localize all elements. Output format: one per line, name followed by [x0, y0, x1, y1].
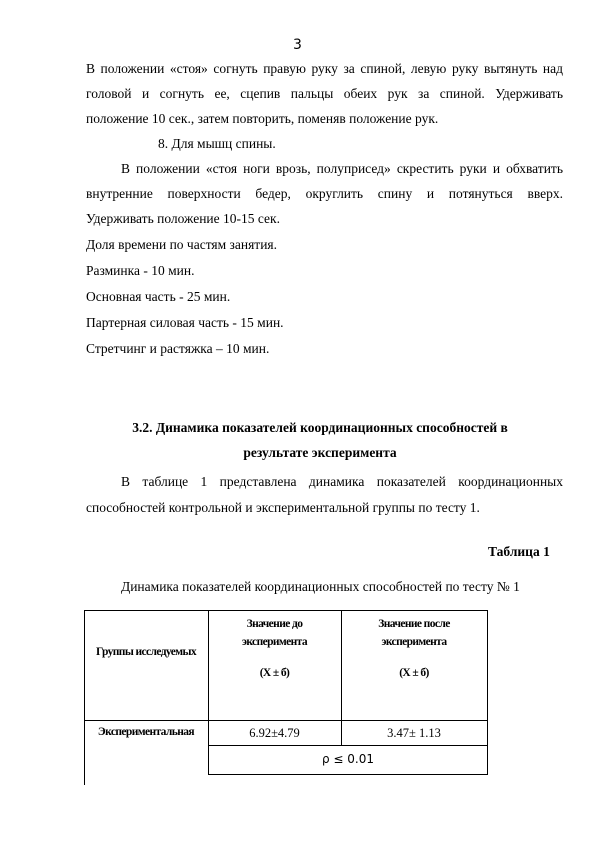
- table-border: [208, 774, 488, 775]
- table-border: [208, 745, 488, 746]
- table-header-before: Значение до: [246, 618, 303, 630]
- table-header-after-formula: (X ± б): [399, 667, 429, 679]
- table-p-value: ρ ≤ 0.01: [321, 752, 375, 766]
- table-caption: Динамика показателей координационных способностей по тесту № 1: [121, 579, 520, 594]
- table-label: Таблица 1: [488, 544, 550, 559]
- paragraph-line: Удерживать положение 10-15 сек.: [86, 211, 280, 226]
- paragraph-line: способностей контрольной и экспериментальной группы по тесту 1.: [86, 500, 480, 515]
- table-border: [84, 720, 488, 721]
- results-table: [84, 610, 488, 785]
- list-item-heading: 8. Для мышц спины.: [158, 136, 276, 151]
- paragraph-line: В положении «стоя» согнуть правую руку за спиной, левую руку вытянуть над: [86, 61, 563, 76]
- table-header-after: эксперимента: [381, 636, 447, 648]
- table-header-groups: Группы исследуемых: [95, 646, 196, 658]
- paragraph-line: внутренние поверхности бедер, округлить спину и потянуться вверх.: [86, 186, 563, 201]
- table-cell-after: 3.47± 1.13: [387, 726, 441, 740]
- paragraph-line: положение 10 сек., затем повторить, поменяв положение рук.: [86, 111, 439, 126]
- table-border: [487, 610, 488, 774]
- section-title-line2: результате эксперимента: [243, 445, 397, 460]
- table-cell-before: 6.92±4.79: [249, 726, 300, 740]
- table-row-group: Экспериментальная: [97, 726, 195, 738]
- warmup-line: Разминка - 10 мин.: [86, 263, 195, 278]
- table-header-after: Значение после: [378, 618, 450, 630]
- table-header-before-formula: (X ± б): [259, 667, 290, 679]
- table-header-before: эксперимента: [241, 636, 308, 648]
- paragraph-line: В положении «стоя ноги врозь, полуприсед» скрестить руки и обхватить: [121, 161, 563, 176]
- table-border: [84, 610, 488, 611]
- section-title: 3.2. Динамика показателей координационных способностей в: [132, 420, 508, 435]
- paragraph-line: В таблице 1 представлена динамика показателей координационных: [121, 474, 563, 489]
- floor-part-line: Партерная силовая часть - 15 мин.: [86, 315, 284, 330]
- stretch-line: Стретчинг и растяжка – 10 мин.: [86, 341, 270, 356]
- page-number: 3: [293, 37, 302, 53]
- paragraph-line: головой и согнуть ее, сцепив пальцы обеих рук за спиной. Удерживать: [86, 86, 563, 101]
- main-part-line: Основная часть - 25 мин.: [86, 289, 231, 304]
- time-share-heading: Доля времени по частям занятия.: [86, 237, 278, 252]
- table-border: [84, 610, 85, 785]
